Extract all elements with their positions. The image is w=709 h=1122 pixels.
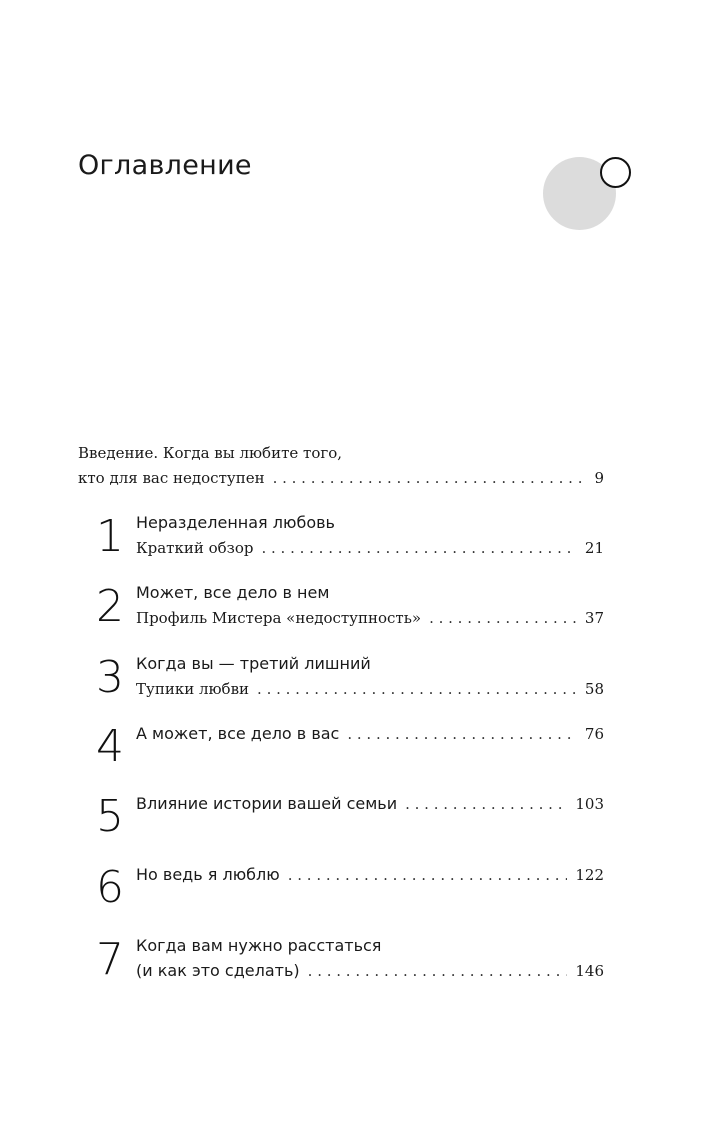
chapter-subtitle: Тупики любви [136, 680, 250, 698]
leader-dots [347, 722, 577, 746]
leader-dots [429, 606, 577, 630]
page-title: Оглавление [78, 150, 252, 181]
leader-dots [273, 466, 587, 491]
chapter-title: Может, все дело в нем [136, 583, 330, 602]
page-number: 76 [584, 725, 604, 743]
decorative-ring-circle [600, 157, 631, 188]
page-number: 37 [584, 609, 604, 627]
leader-dots [405, 792, 567, 816]
chapter-title: Но ведь я люблю [136, 865, 280, 884]
chapter-title: Влияние истории вашей семьи [136, 794, 398, 813]
leader-dots [308, 959, 568, 983]
chapter-title: Когда вам нужно расстаться [136, 936, 382, 955]
page-number: 9 [594, 469, 604, 487]
page-number: 21 [584, 539, 604, 557]
chapter-title: А может, все дело в вас [136, 724, 340, 743]
chapter-title: Неразделенная любовь [136, 513, 335, 532]
toc-entry-title: Введение. Когда вы любите того, [78, 444, 343, 462]
chapter-title-cont: (и как это сделать) [136, 961, 300, 980]
chapter-title: Когда вы — третий лишний [136, 654, 371, 673]
page-number: 103 [575, 795, 604, 813]
leader-dots [261, 536, 576, 560]
chapter-number: 3 [96, 652, 124, 703]
page-number: 122 [575, 866, 604, 884]
page-number: 146 [575, 962, 604, 980]
page-number: 58 [584, 680, 604, 698]
chapter-number: 6 [96, 862, 124, 913]
chapter-number: 2 [96, 581, 124, 632]
chapter-number: 7 [96, 934, 124, 985]
chapter-number: 1 [96, 511, 124, 562]
chapter-subtitle: Краткий обзор [136, 539, 254, 557]
leader-dots [288, 863, 568, 887]
chapter-subtitle: Профиль Мистера «недоступность» [136, 609, 422, 627]
toc-entry-introduction[interactable] [78, 441, 604, 491]
chapter-number: 4 [96, 721, 124, 772]
chapter-number: 5 [96, 791, 124, 842]
leader-dots [257, 677, 577, 701]
toc-entry-title-cont: кто для вас недоступен [78, 469, 265, 487]
